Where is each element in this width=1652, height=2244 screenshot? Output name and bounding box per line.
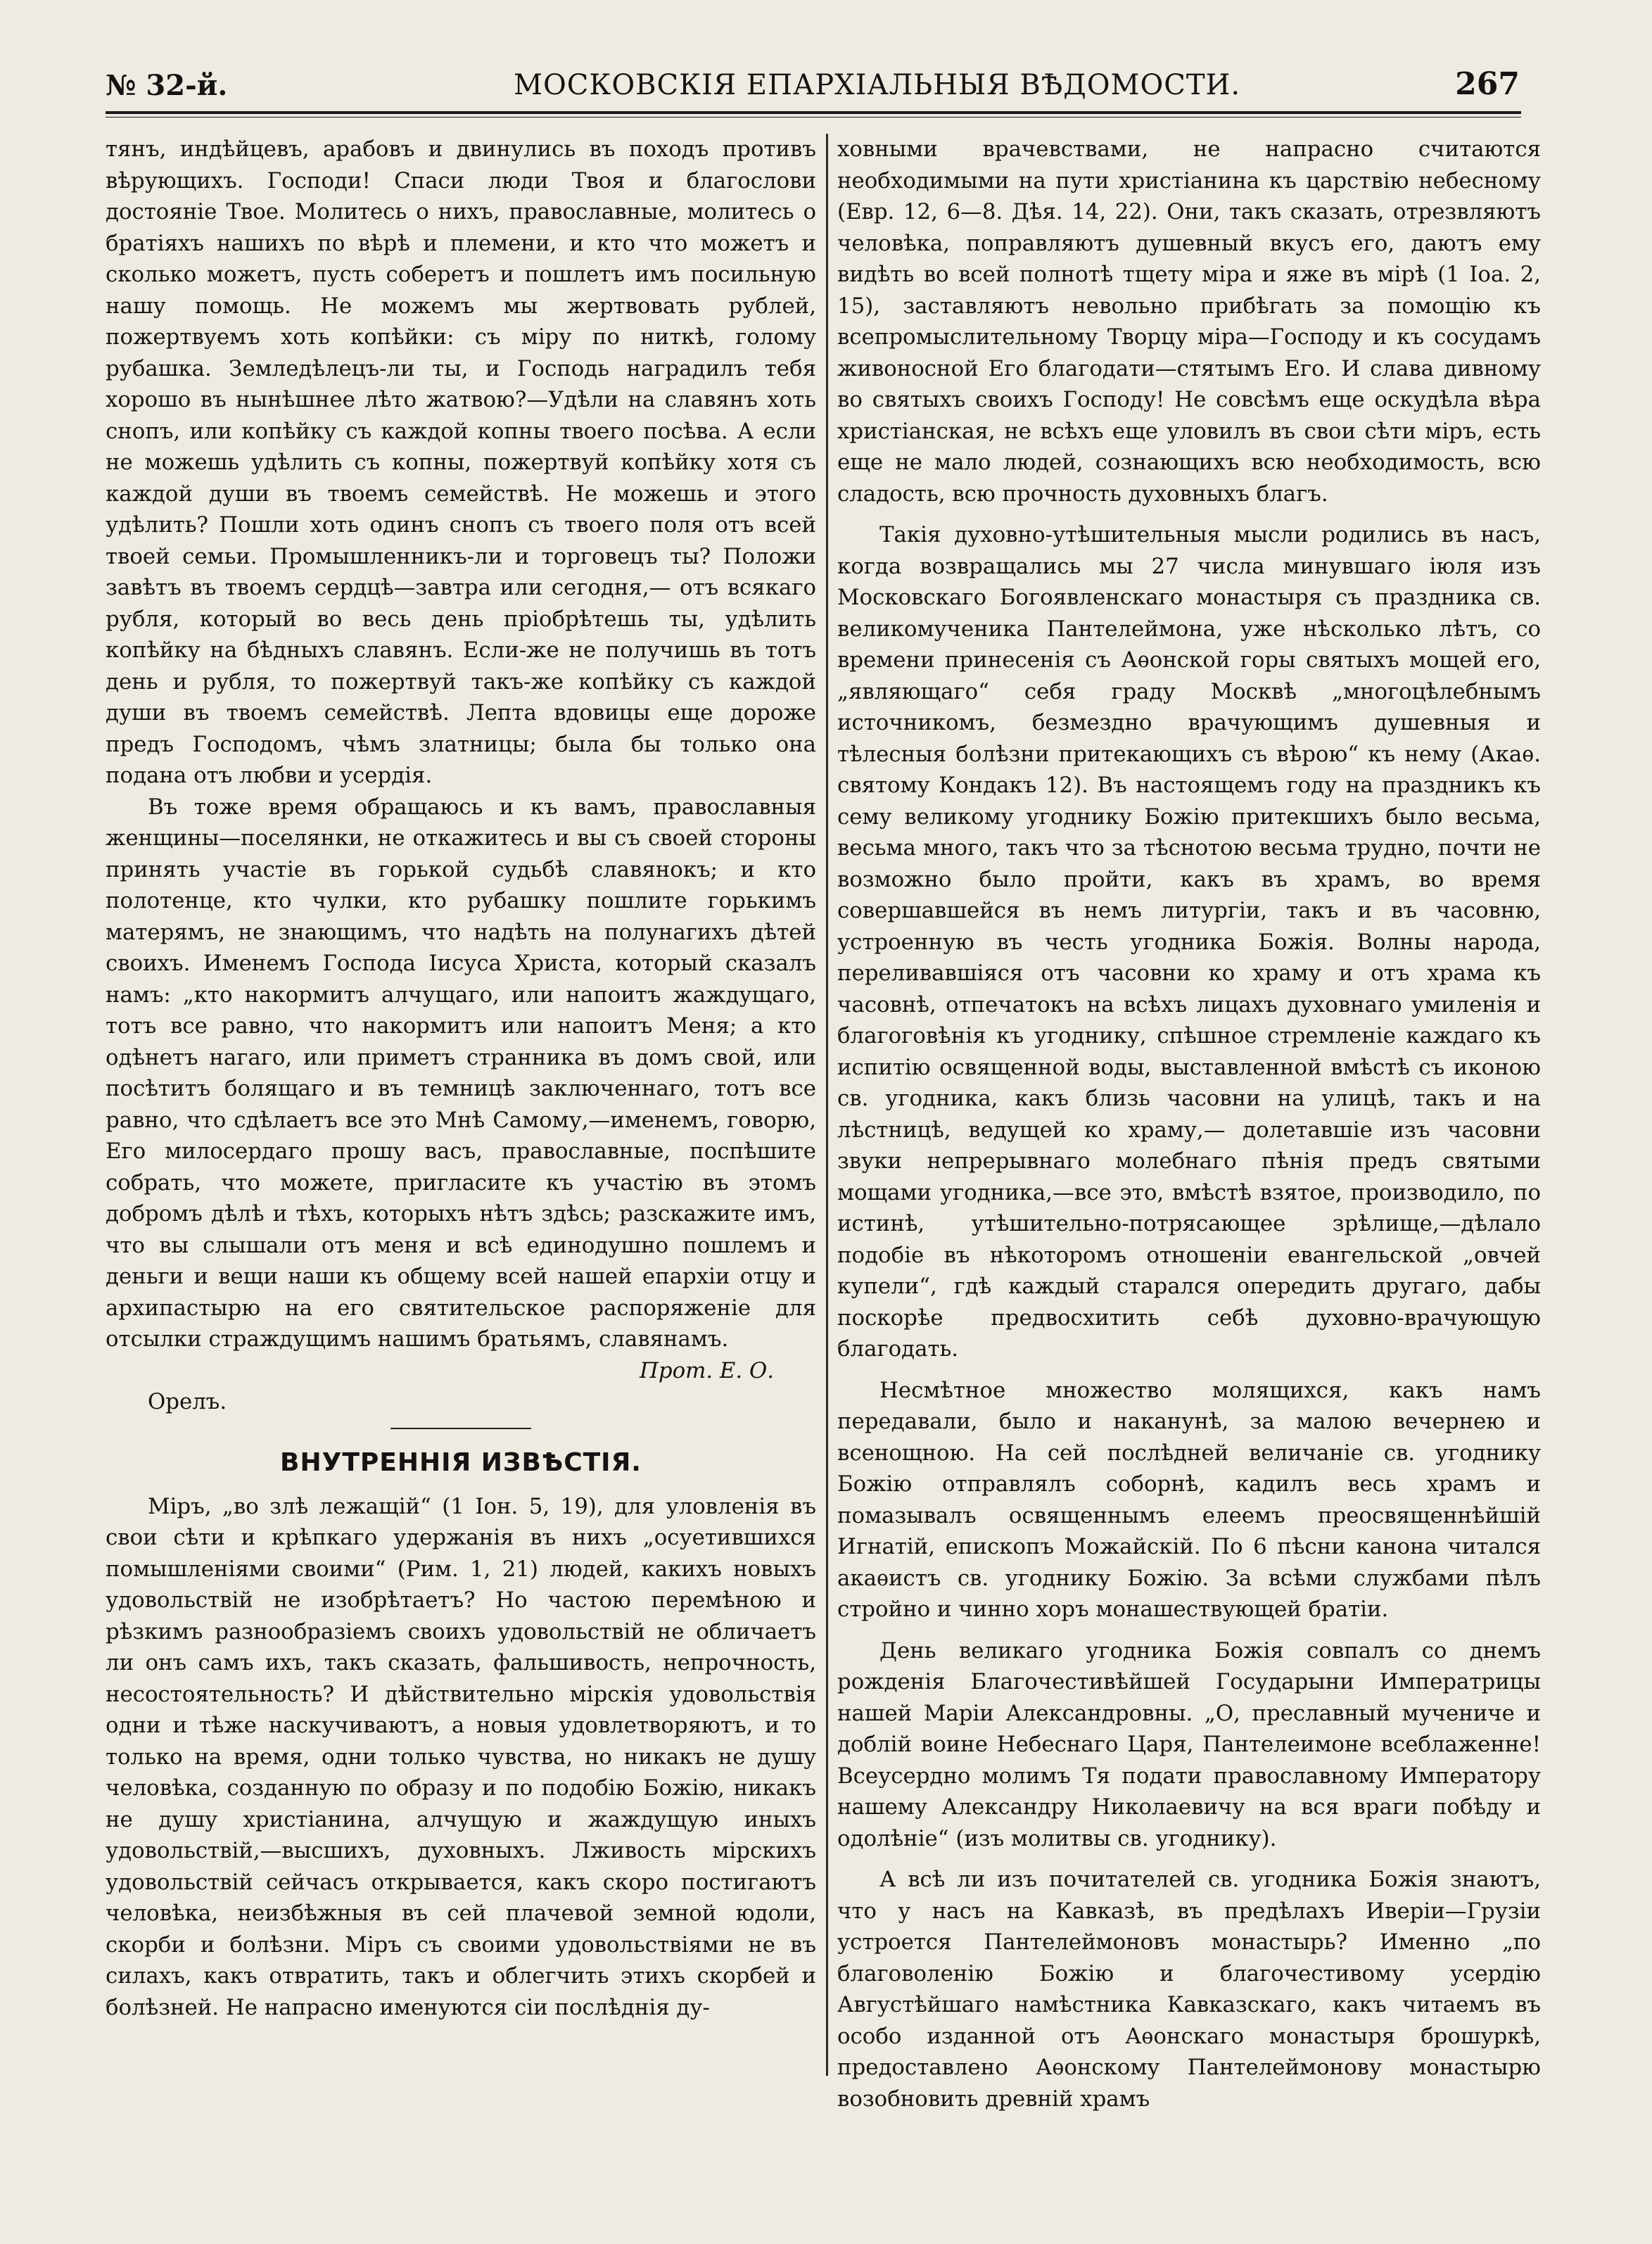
- signature-author: Прот. Е. О.: [640, 1357, 774, 1383]
- paragraph: Въ тоже время обращаюсь и къ вамъ, православныя женщины—поселянки, не откажитесь и вы съ своей стороны принять участіе въ горькой судьбѣ славянокъ; и кто полотенце, кто чулки, кто рубашку пошлите горькимъ матерямъ, не знающимъ, что надѣть на полунагихъ дѣтей своихъ. Именемъ Господа Іисуса Христа, который сказалъ намъ: „кто накормитъ алчущаго, или напоитъ жаждущаго, тотъ все равно, что накормитъ или напоитъ Меня; а кто одѣнетъ нагаго, или приметъ странника въ домъ свой, или посѣтитъ болящаго и въ темницѣ заключеннаго, тотъ все равно, что сдѣлаетъ все это Мнѣ Самому,—именемъ, говорю, Его милосердаго прошу васъ, православные, поспѣшите собрать, что можете, пригласите къ участію въ этомъ добромъ дѣлѣ и тѣхъ, которыхъ нѣтъ здѣсь; разскажите имъ, что вы слышали отъ меня и всѣ единодушно пошлемъ и деньги и вещи наши къ общему всей нашей епархіи отцу и архипастырю на его святительское распоряженіе для отсылки страждущимъ нашимъ братьямъ, славянамъ.: [106, 794, 816, 1352]
- page-number: 267: [1455, 66, 1520, 102]
- signature-line: [106, 1355, 816, 1387]
- publication-title: МОСКОВСКІЯ ЕПАРХІАЛЬНЫЯ ВѢДОМОСТИ.: [514, 69, 1241, 101]
- page-header: [106, 65, 1520, 107]
- paragraph: А всѣ ли изъ почитателей св. угодника Божія знаютъ, что у насъ на Кавказѣ, въ предѣлахъ Иверіи—Грузіи устроется Пантелеймоновъ монастырь? Именно „по благоволенію Божію и благочестивому усердію Августѣйшаго намѣстника Кавказскаго, какъ читаемъ въ особо изданной отъ Аѳонскаго монастыря брошуркѣ, предоставлено Аѳонскому Пантелеймонову монастырю возобновить древній храмъ: [837, 1867, 1541, 2112]
- paragraph: День великаго угодника Божія совпалъ со днемъ рожденія Благочестивѣйшей Государыни Императрицы нашей Маріи Александровны. „О, преславный мучениче и доблій воине Небеснаго Царя, Пантелеимоне всеблаженне! Всеусердно молимъ Тя подати православному Императору нашему Александру Николаевичу на вся враги побѣду и одолѣніе“ (изъ молитвы св. угоднику).: [837, 1637, 1541, 1851]
- column-divider: [826, 134, 828, 2076]
- paragraph: Несмѣтное множество молящихся, какъ намъ передавали, было и наканунѣ, за малою вечернею и всенощною. На сей послѣдней величаніе св. угоднику Божію отправлялъ соборнѣ, кадилъ весь храмъ и помазывалъ освященнымъ елеемъ преосвященнѣйшій Игнатій, епископъ Можайскій. По 6 пѣсни канона читался акаѳистъ св. угоднику Божію. За всѣми службами пѣлъ стройно и чинно хоръ монашествующей братіи.: [837, 1377, 1541, 1622]
- paragraph: тянъ, индѣйцевъ, арабовъ и двинулись въ походъ противъ вѣрующихъ. Господи! Спаси люди Твоя и благослови достояніе Твое. Молитесь о нихъ, православные, молитесь о братіяхъ нашихъ по вѣрѣ и племени, и кто что можетъ и сколько можетъ, пусть соберетъ и пошлетъ имъ посильную нашу помощь. Не можемъ мы жертвовать рублей, пожертвуемъ хоть копѣйки: съ міру по ниткѣ, голому рубашка. Земледѣлецъ-ли ты, и Господь наградилъ тебя хорошо въ нынѣшнее лѣто жатвою?—Удѣли на славянъ хоть снопъ, или копѣйку съ каждой копны твоего посѣва. А если не можешь удѣлить съ копны, пожертвуй копѣйку хотя съ каждой души въ твоемъ семействѣ. Не можешь и этого удѣлить? Пошли хоть одинъ снопъ съ твоего поля отъ всей твоей семьи. Промышленникъ-ли и торговецъ ты? Положи завѣтъ въ твоемъ сердцѣ—завтра или сегодня,— отъ всякаго рубля, который во весь день пріобрѣтешь ты, удѣлить копѣйку на бѣдныхъ славянъ. Если-же не получишь въ тотъ день и рубля, то пожертвуй такъ-же копѣйку съ каждой души въ твоемъ семействѣ. Лепта вдовицы еще дороже предъ Господомъ, чѣмъ златницы; была бы только она подана отъ любви и усердія.: [106, 137, 816, 788]
- paragraph: Такія духовно-утѣшительныя мысли родились въ насъ, когда возвращались мы 27 числа минувшаго іюля изъ Московскаго Богоявленскаго монастыря съ праздника св. великомученика Пантелеймона, уже нѣсколько лѣтъ, со времени принесенія съ Аѳонской горы святыхъ мощей его, „являющаго“ себя граду Москвѣ „многоцѣлебнымъ источникомъ, безмездно врачующимъ душевныя и тѣлесныя болѣзни притекающихъ съ вѣрою“ къ нему (Акаѳ. святому Кондакъ 12). Въ настоящемъ году на праздникъ къ сему великому угоднику Божію притекшихъ было весьма, весьма много, такъ что за тѣснотою весьма трудно, почти не возможно было пройти, какъ въ храмъ, во время совершавшейся въ немъ литургіи, такъ и въ часовню, устроенную въ честь угодника Божія. Волны народа, переливавшіяся отъ часовни ко храму и отъ храма къ часовнѣ, отпечатокъ на всѣхъ лицахъ духовнаго умиленія и благоговѣнія къ угоднику, спѣшное стремленіе каждаго къ испитію освященной воды, выставленной вмѣстѣ съ иконою св. угодника, какъ близь часовни на улицѣ, такъ и на лѣстницѣ, ведущей ко храму,— долетавшіе изъ часовни звуки непрерывнаго молебнаго пѣнія предъ святыми мощами угодника,—все это, вмѣстѣ взятое, производило, по истинѣ, утѣшительно-потрясающее зрѣлище,—дѣлало подобіе въ нѣкоторомъ отношеніи евангельской „овчей купели“, гдѣ каждый старался опередить другаго, дабы поскорѣе предвосхитить себѣ духовно-врачующую благодать.: [837, 522, 1541, 1362]
- section-divider: [390, 1428, 531, 1429]
- issue-number: № 32-й.: [106, 69, 228, 102]
- paragraph: ховными врачевствами, не напрасно считаются необходимыми на пути христіанина къ царствію небесному (Евр. 12, 6—8. Дѣя. 14, 22). Они, такъ сказать, отрезвляютъ человѣка, поправляютъ душевный вкусъ его, даютъ ему видѣть во всей полнотѣ тщету міра и яже въ мірѣ (1 Іоа. 2, 15), заставляютъ невольно прибѣгать за помощію къ всепромыслительному Творцу міра—Господу и къ сосудамъ живоносной Его благодати—стятымъ Его. И слава дивному во святыхъ своихъ Господу! Не совсѣмъ еще оскудѣла вѣра христіанская, не всѣхъ еще уловилъ въ свои сѣти міръ, есть еще не мало людей, сознающихъ всю необходимость, всю сладость, всю прочность духовныхъ благъ.: [837, 137, 1541, 507]
- right-column: [837, 134, 1541, 2115]
- section-title: ВНУТРЕННІЯ ИЗВѢСТІЯ.: [280, 1447, 642, 1477]
- paragraph: Міръ, „во злѣ лежащій“ (1 Іон. 5, 19), для уловленія въ свои сѣти и крѣпкаго удержанія въ нихъ „осуетившихся помышленіями своими“ (Рим. 1, 21) людей, какихъ новыхъ удовольствій не изобрѣтаетъ? Но частою перемѣною и рѣзкимъ разнообразіемъ своихъ удовольствій не обличаетъ ли онъ самъ ихъ, такъ сказать, фальшивость, непрочность, несостоятельность? И дѣйствительно мірскія удовольствія одни и тѣже наскучиваютъ, а новыя удовлетворяютъ, и то только на время, одни только чувства, но никакъ не душу человѣка, созданную по образу и по подобію Божію, никакъ не душу христіанина, алчущую и жаждущую иныхъ удовольствій,—высшихъ, духовныхъ. Лживость мірскихъ удовольствій сейчасъ открывается, какъ скоро постигаютъ человѣка, неизбѣжныя въ сей плачевой земной юдоли, скорби и болѣзни. Міръ съ своими удовольствіями не въ силахъ, какъ отвратить, такъ и облегчить этихъ скорбей и болѣзней. Не напрасно именуются сіи послѣднія ду-: [106, 1493, 816, 2020]
- signature-place-line: [106, 1386, 816, 1418]
- header-rule: [106, 111, 1521, 114]
- signature-place: Орелъ.: [148, 1389, 227, 1414]
- header-rule-thin: [106, 117, 1521, 118]
- left-column: [106, 134, 816, 2023]
